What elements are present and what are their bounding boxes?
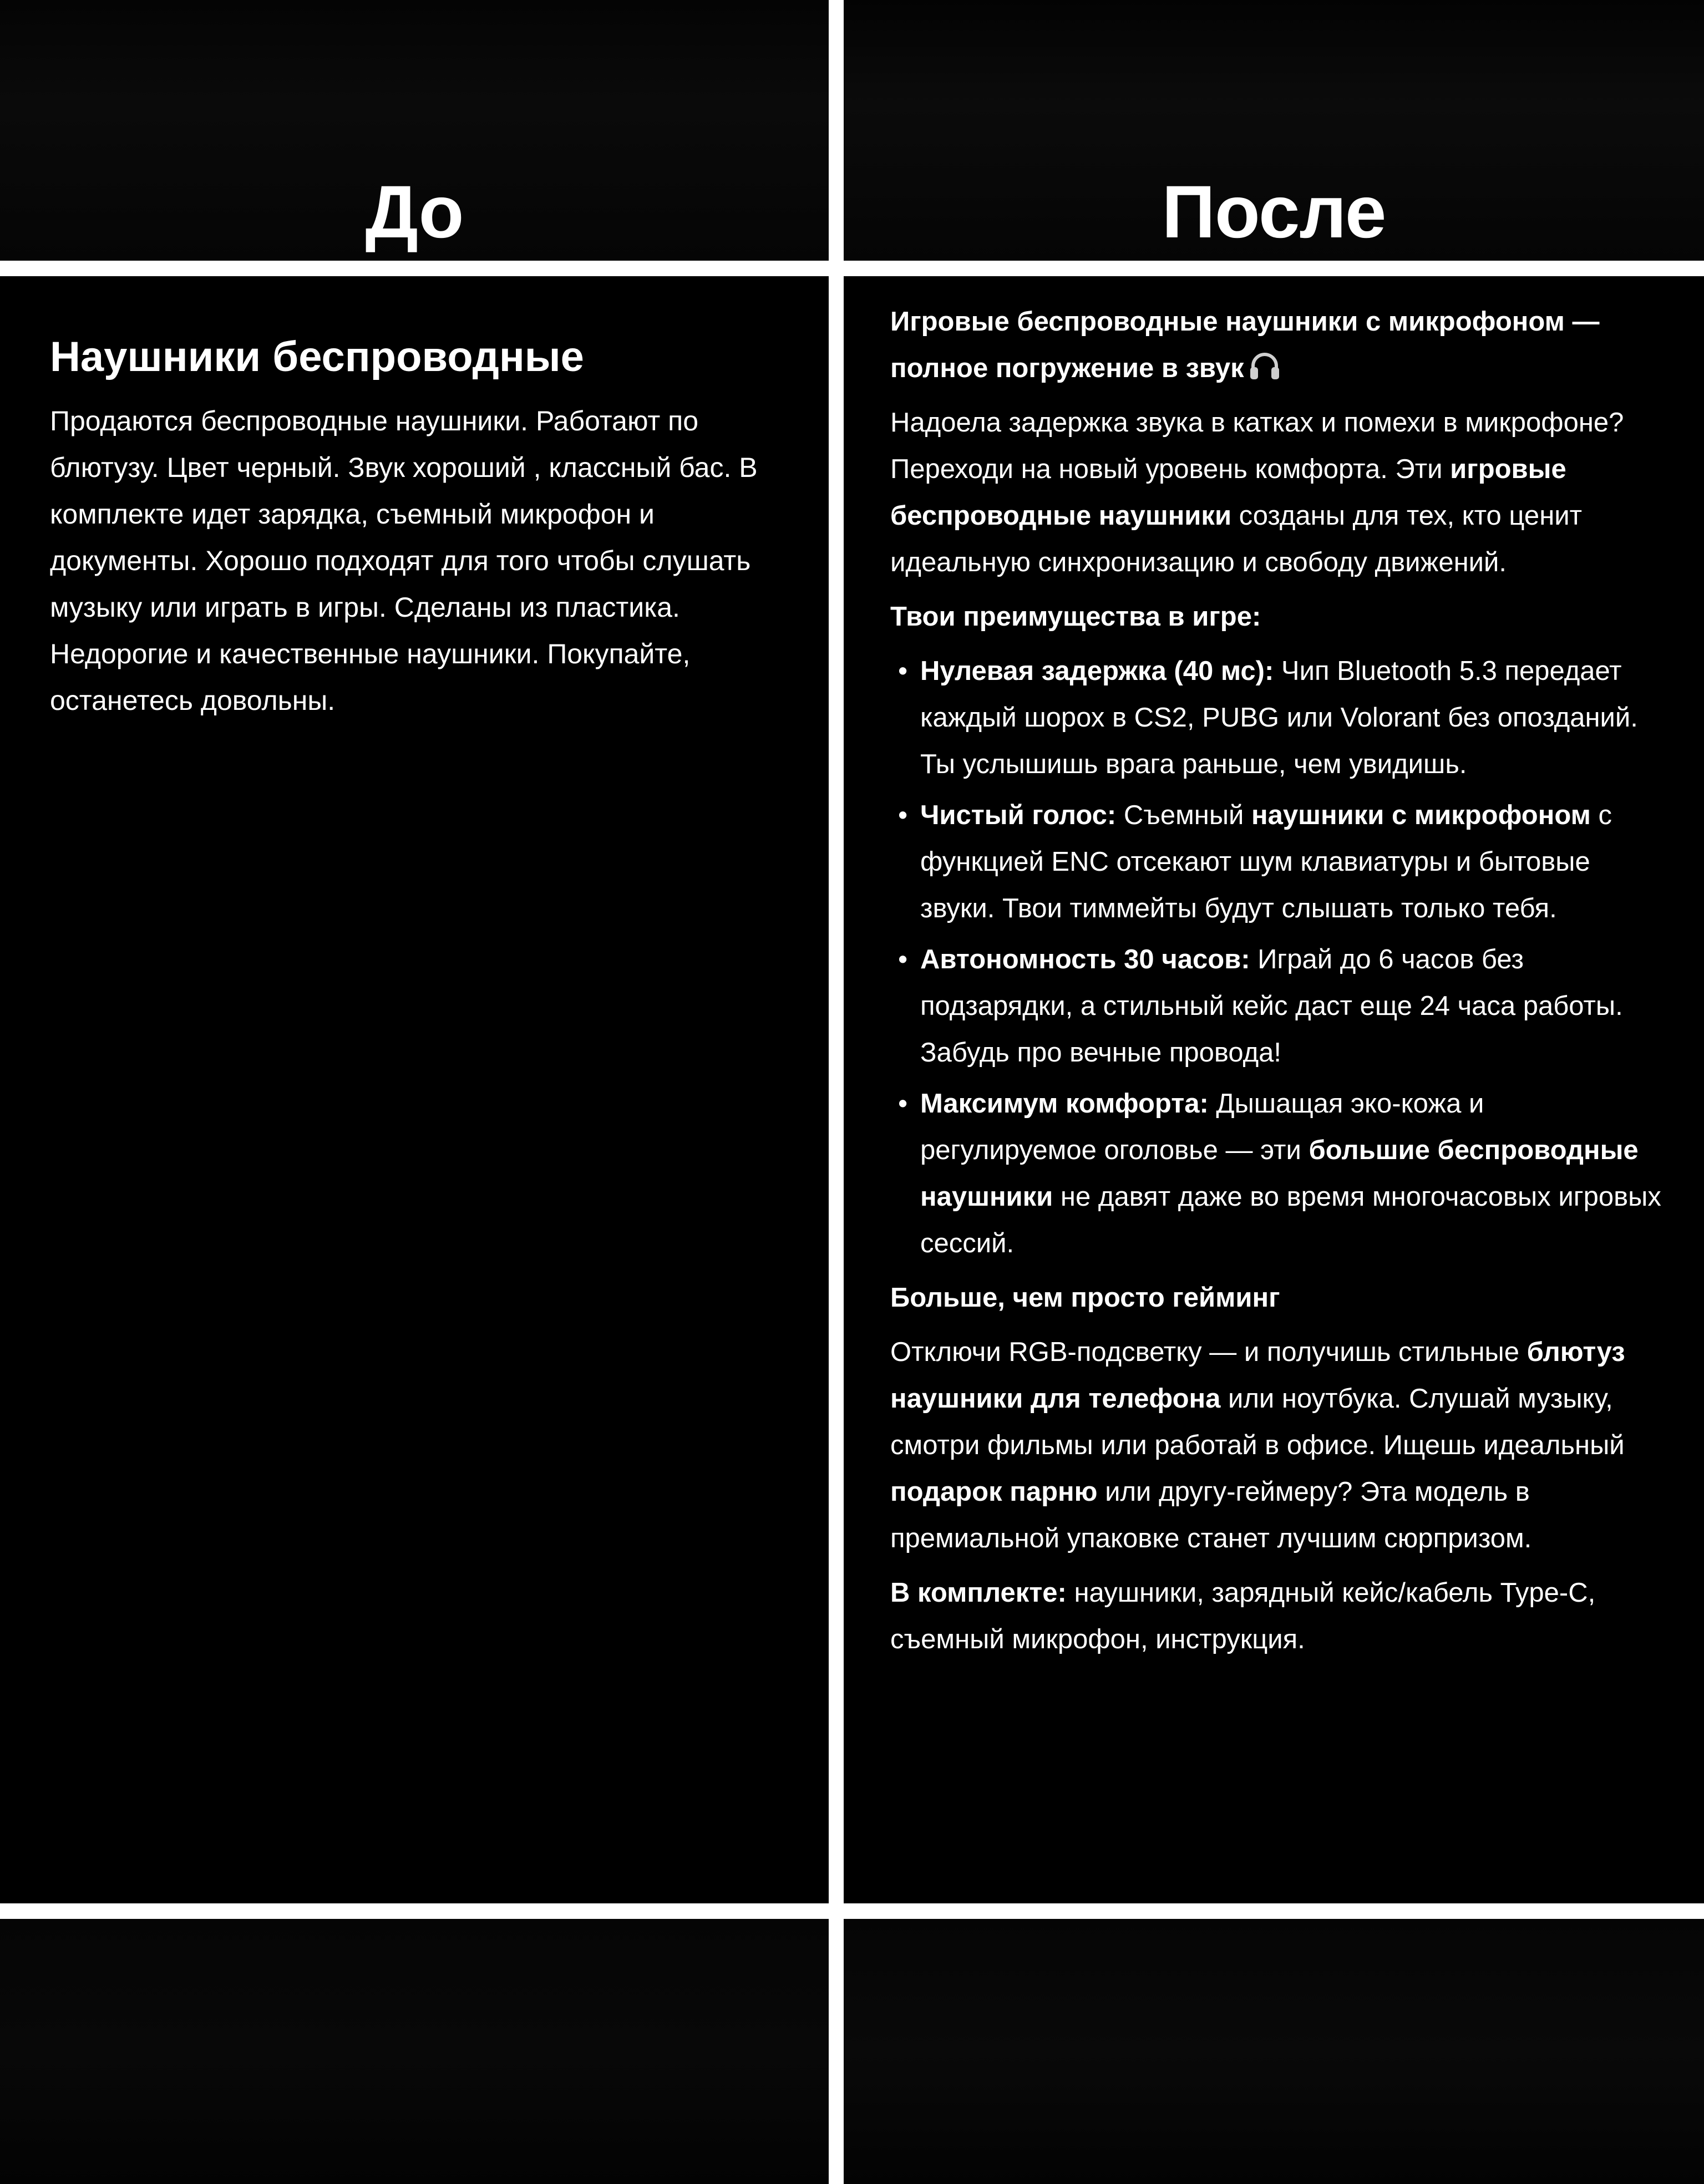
bullet-icon: •: [898, 1089, 908, 1119]
after-headline: [890, 298, 1667, 392]
more-keyword-2: подарок парню: [890, 1477, 1098, 1507]
bullet-icon: •: [898, 656, 908, 686]
after-content: [890, 298, 1667, 1670]
after-intro-part-2: созданы для тех, кто ценит идеальную синхронизацию и свободу движений.: [890, 501, 1583, 577]
bullet-icon: •: [898, 800, 908, 830]
benefits-heading: [890, 593, 1667, 640]
after-intro-keyword: игровые беспроводные наушники: [890, 454, 1566, 531]
benefit-keyword: наушники с микрофоном: [1251, 800, 1591, 830]
kit-text: наушники, зарядный кейс/кабель Type-C, съемный микрофон, инструкция.: [890, 1578, 1596, 1654]
before-panel: [0, 276, 829, 1903]
benefit-text-continued: с функцией ENC отсекают шум клавиатуры и бытовые звуки. Твои тиммейты будут слышать только тебя.: [920, 800, 1612, 923]
before-title: До: [365, 171, 464, 253]
more-heading-text: Больше, чем просто гейминг: [890, 1283, 1280, 1313]
more-paragraph: [890, 1329, 1667, 1562]
benefit-text: Дышащая эко-кожа и регулируемое оголовье — эти: [920, 1089, 1484, 1165]
more-text-1: Отключи RGB-подсветку — и получишь стильные: [890, 1337, 1527, 1367]
benefit-text: Играй до 6 часов без подзарядки, а стильный кейс даст еще 24 часа работы. Забудь про вечные провода!: [920, 944, 1623, 1068]
benefits-heading-text: Твои преимущества в игре:: [890, 602, 1261, 632]
bullet-icon: •: [898, 944, 908, 974]
benefit-text-continued: не давят даже во время многочасовых игровых сессий.: [920, 1182, 1661, 1258]
after-header-panel: [844, 0, 1704, 261]
after-intro: [890, 399, 1667, 586]
benefit-text: Съемный: [1116, 800, 1252, 830]
benefit-title: Нулевая задержка (40 мс):: [920, 656, 1274, 686]
before-footer-panel: [0, 1919, 829, 2184]
more-heading: [890, 1274, 1667, 1321]
after-headline-text: Игровые беспроводные наушники с микрофоном — полное погружение в звук: [890, 307, 1600, 383]
before-header-panel: [0, 0, 829, 261]
more-keyword-1: блютуз наушники для телефона: [890, 1337, 1625, 1414]
after-footer-panel: [844, 1919, 1704, 2184]
before-heading: Наушники беспроводные: [50, 333, 584, 380]
more-text-2: или ноутбука. Слушай музыку, смотри фильмы или работай в офисе. Ищешь идеальный: [890, 1384, 1625, 1460]
benefit-text: Чип Bluetooth 5.3 передает каждый шорох в CS2, PUBG или Volorant без опозданий. Ты услышишь врага раньше, чем увидишь.: [920, 656, 1638, 779]
benefit-title: Чистый голос:: [920, 800, 1117, 830]
kit-paragraph: [890, 1570, 1667, 1663]
benefits-list: [890, 648, 1667, 1267]
after-panel: [844, 276, 1704, 1903]
before-content: [50, 332, 804, 724]
list-item: [890, 792, 1667, 932]
more-text-3: или другу-геймеру? Эта модель в премиальной упаковке станет лучшим сюрпризом.: [890, 1477, 1532, 1553]
benefit-title: Автономность 30 часов:: [920, 944, 1250, 974]
kit-label: В комплекте:: [890, 1578, 1067, 1608]
benefit-title: Максимум комфорта:: [920, 1089, 1209, 1119]
headphones-icon: [1249, 348, 1281, 378]
list-item: [890, 648, 1667, 788]
list-item: [890, 936, 1667, 1076]
after-title: После: [1162, 171, 1386, 253]
list-item: [890, 1080, 1667, 1267]
before-description: Продаются беспроводные наушники. Работают по блютузу. Цвет черный. Звук хороший , классный бас. В комплекте идет зарядка, съемный микрофон и документы. Хорошо подходят для того чтобы слушать музыку или играть в игры. Сделаны из пластика. Недорогие и качественные наушники. Покупайте, останетесь довольны.: [50, 405, 758, 717]
benefit-keyword: большие беспроводные наушники: [920, 1135, 1639, 1212]
after-intro-part-1: Надоела задержка звука в катках и помехи в микрофоне? Переходи на новый уровень комфорта. Эти: [890, 408, 1624, 484]
